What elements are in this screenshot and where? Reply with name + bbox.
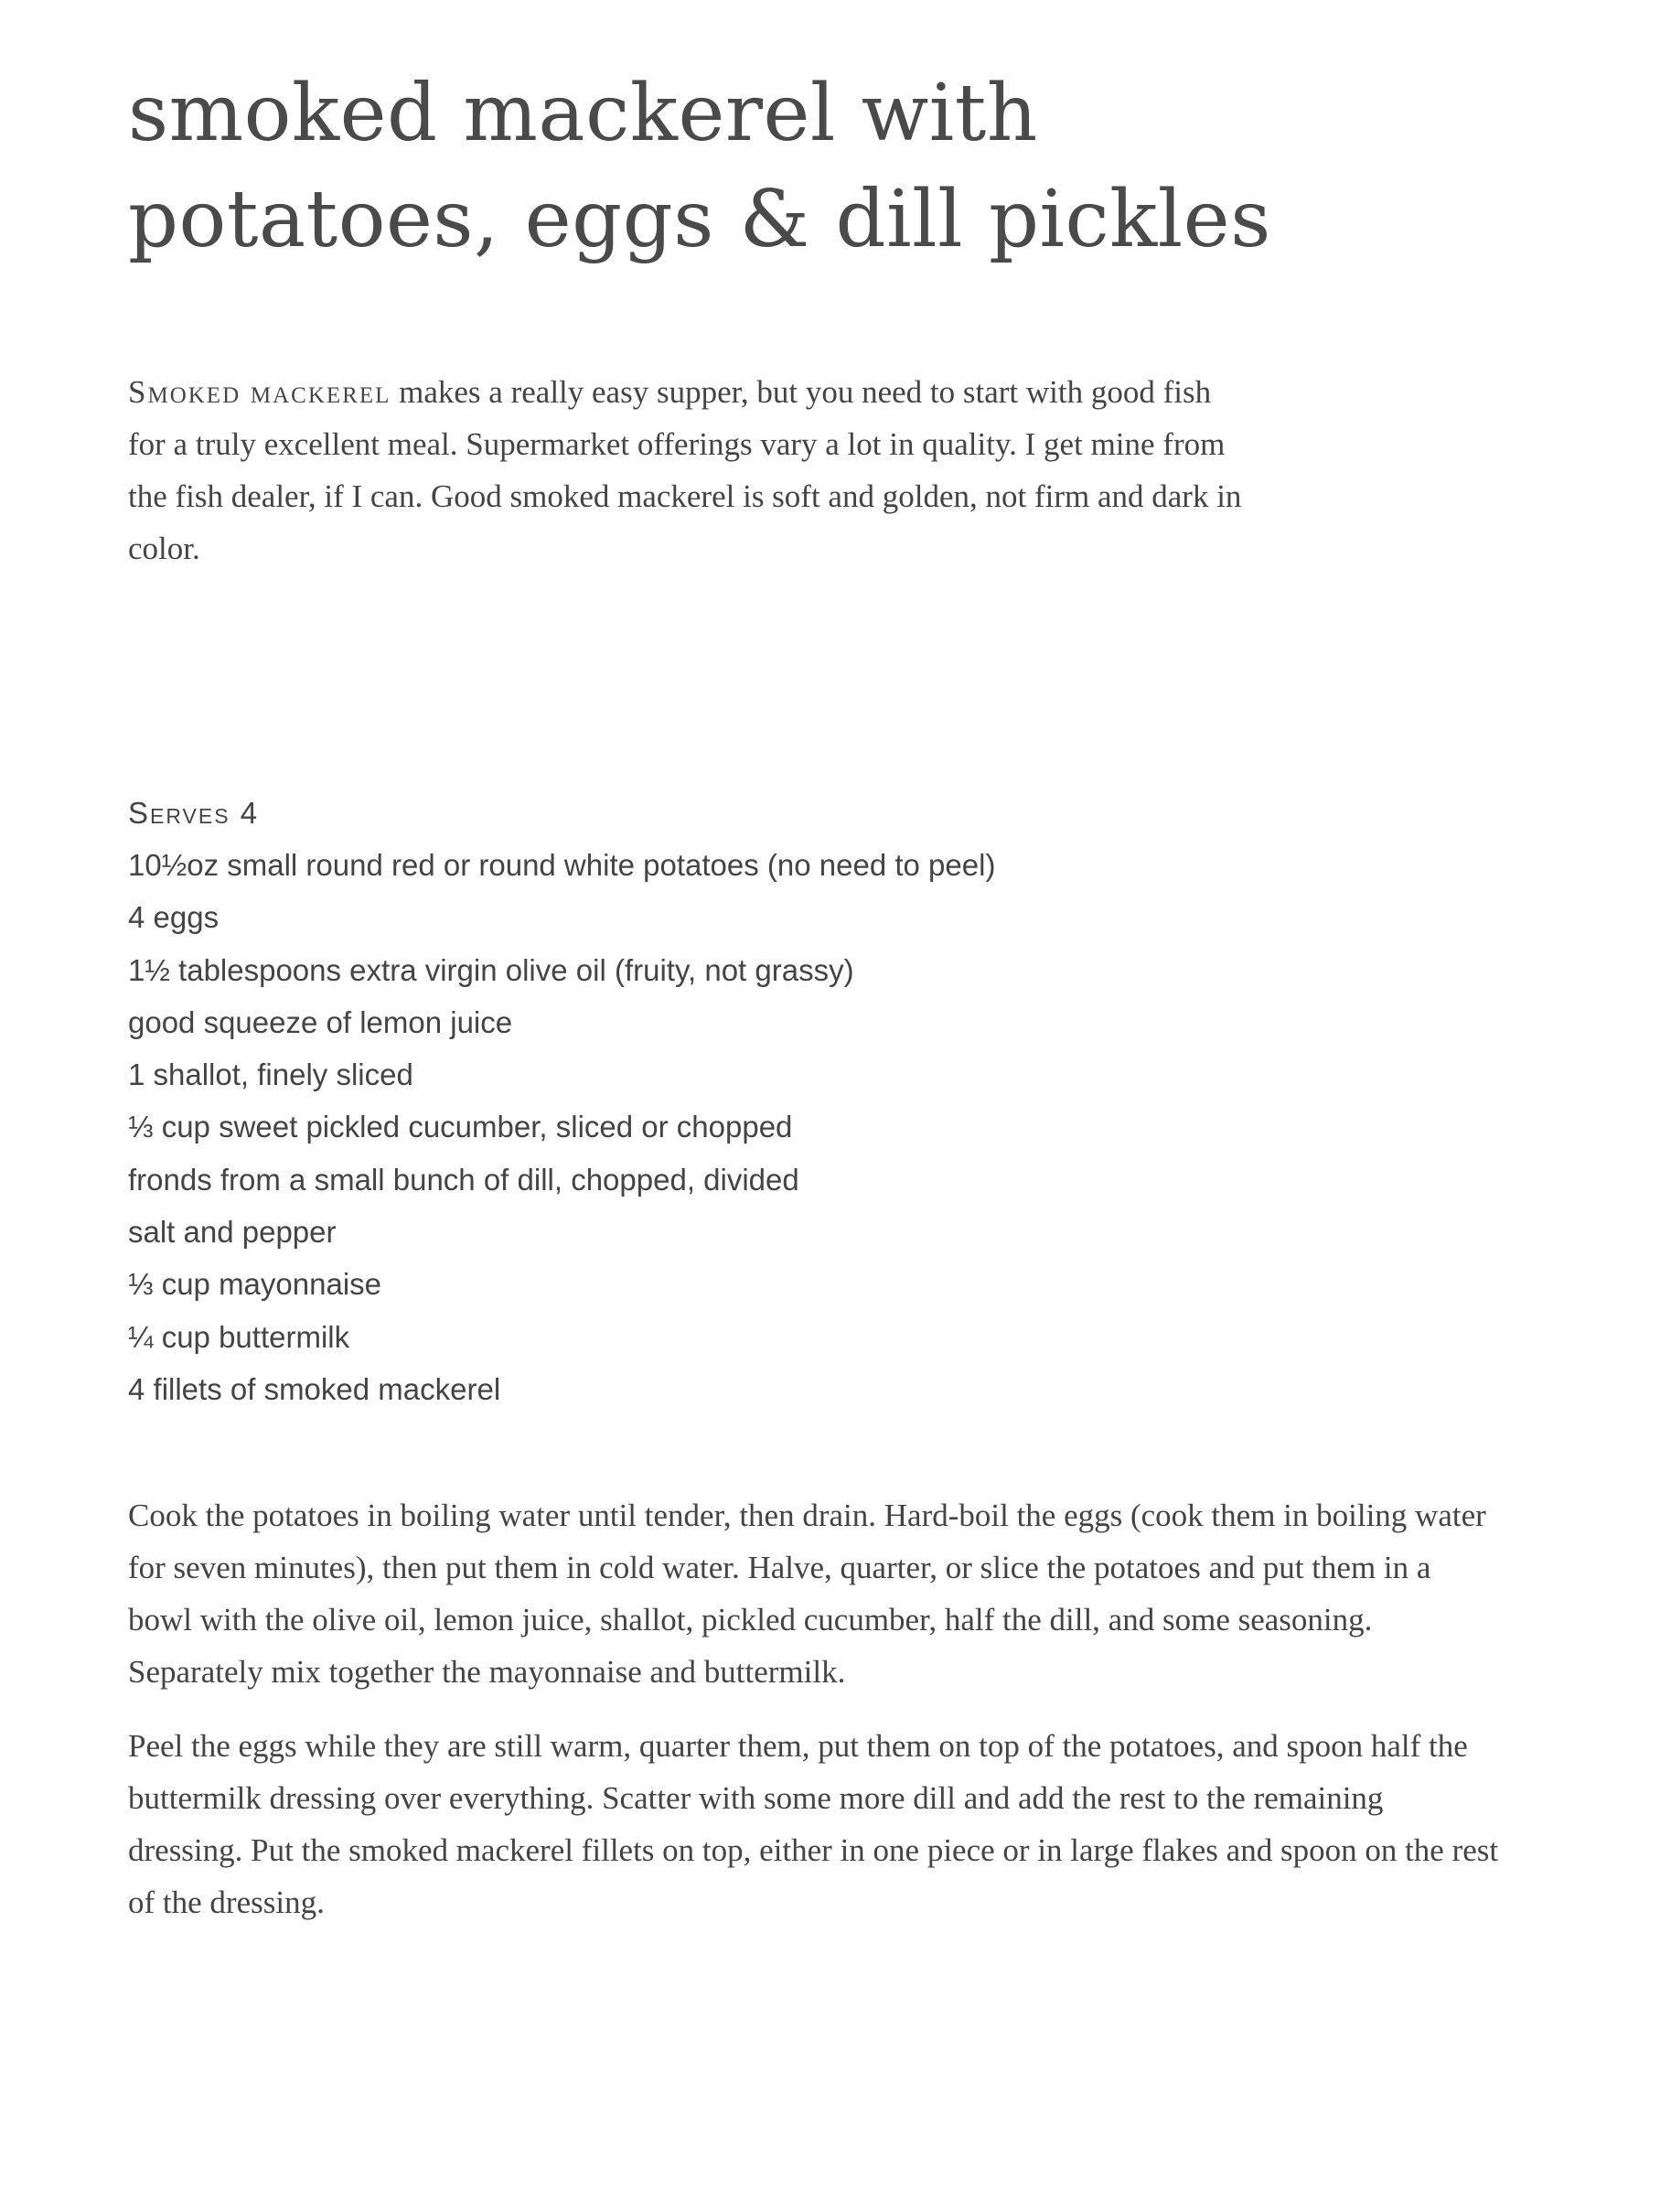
ingredient-item: 4 eggs [128,900,220,935]
intro-lead: Smoked mackerel [128,374,391,410]
recipe-title-line-1: smoked mackerel with [128,68,1038,159]
ingredient-item: 1 shallot, finely sliced [128,1058,413,1092]
intro-text: makes a really easy supper, but you need to start with good fish for a truly excellent meal. Supermarket offerings vary a lot in quality. I get mine from the fish dealer, if I can. Good smoked mackerel is soft and golden, not firm and dark in color. [128,374,1242,566]
ingredient-item: 10½oz small round red or round white potatoes (no need to peel) [128,848,996,882]
method-paragraph-1: Cook the potatoes in boiling water until tender, then drain. Hard-boil the eggs (cook them in boiling water for seven minutes), then put them in cold water. Halve, quarter, or slice the potatoes and put them in a bowl with the olive oil, lemon juice, shallot, pickled cucumber, half the dill, and some seasoning. Separately mix together the mayonnaise and buttermilk. [128,1498,1486,1690]
ingredient-item: 4 fillets of smoked mackerel [128,1371,501,1406]
intro-paragraph [128,366,1253,574]
ingredient-item: good squeeze of lemon juice [128,1004,513,1039]
recipe-title-line-2: potatoes, eggs & dill pickles [128,174,1271,265]
ingredient-item: ⅓ cup mayonnaise [128,1267,382,1302]
ingredient-item: ⅓ cup sweet pickled cucumber, sliced or chopped [128,1110,793,1144]
ingredient-item: 1½ tablespoons extra virgin olive oil (fruity, not grassy) [128,952,854,987]
serves-label: Serves 4 [128,796,260,830]
ingredient-item: fronds from a small bunch of dill, chopped, divided [128,1162,799,1197]
recipe-title [128,60,1271,273]
method-paragraph-2: Peel the eggs while they are still warm, quarter them, put them on top of the potatoes, and spoon half the buttermilk dressing over everything. Scatter with some more dill and add the rest to the remaining dressing. Put the smoked mackerel fillets on top, either in one piece or in large flakes and spoon on the rest of the dressing. [128,1728,1499,1920]
ingredient-item: salt and pepper [128,1215,337,1250]
ingredient-list [128,839,995,1415]
ingredient-item: ¼ cup buttermilk [128,1319,350,1354]
